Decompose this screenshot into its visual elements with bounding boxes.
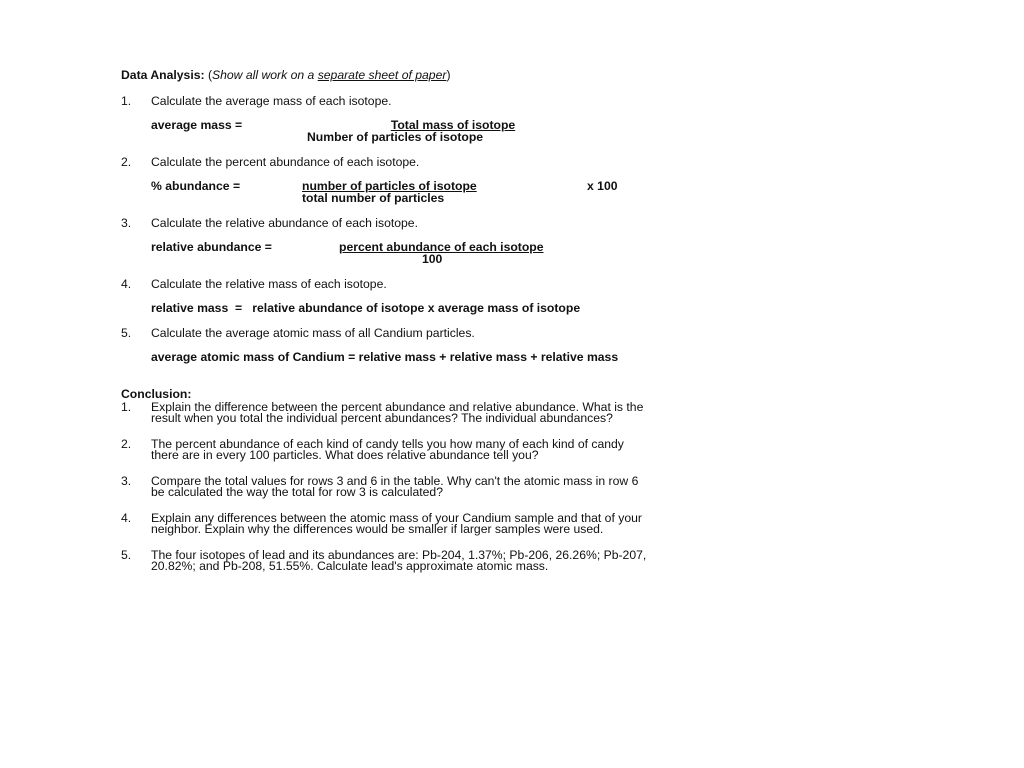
conclusion-2-line-1: The percent abundance of each kind of candy tells you how many of each kind of candy — [151, 437, 624, 451]
conclusion-3-number: 3. — [121, 474, 132, 488]
conclusion-5-number: 5. — [121, 548, 132, 562]
step-3-formula-label: relative abundance = — [151, 240, 272, 254]
step-1-formula-label: average mass = — [151, 118, 243, 132]
heading-close-paren: ) — [446, 68, 451, 82]
step-1-denominator: Number of particles of isotope — [307, 130, 484, 144]
step-3-numerator: percent abundance of each isotope — [339, 240, 544, 254]
step-2-numerator-text: number of particles of isotope — [302, 179, 477, 193]
step-1-numerator-text: Total mass of isotope — [390, 118, 516, 132]
step-4-text: Calculate the relative mass of each isotope. — [151, 277, 387, 291]
conclusion-1-line-1: Explain the difference between the percent abundance and relative abundance. What is the — [151, 400, 644, 414]
step-4-number: 4. — [121, 277, 132, 291]
step-1-text: Calculate the average mass of each isotope. — [151, 94, 392, 108]
heading-separate-sheet: separate sheet of paper — [317, 68, 447, 82]
conclusion-4-line-2: neighbor. Explain why the differences would be smaller if larger samples were used. — [151, 522, 604, 536]
conclusion-3-line-2: be calculated the way the total for row 3 is calculated? — [151, 485, 443, 499]
data-analysis-heading — [121, 69, 451, 81]
heading-open-paren: ( — [207, 68, 212, 82]
step-5-text: Calculate the average atomic mass of all Candium particles. — [151, 326, 475, 340]
conclusion-5-line-1: The four isotopes of lead and its abundances are: Pb-204, 1.37%; Pb-206, 26.26%; Pb-207, — [151, 548, 647, 562]
conclusion-5-line-2: 20.82%; and Pb-208, 51.55%. Calculate lead's approximate atomic mass. — [151, 559, 549, 573]
step-5-formula: average atomic mass of Candium = relative mass + relative mass + relative mass — [151, 350, 619, 364]
step-4-formula: relative mass = relative abundance of isotope x average mass of isotope — [151, 301, 581, 315]
conclusion-4-line-1: Explain any differences between the atomic mass of your Candium sample and that of your — [151, 511, 642, 525]
conclusion-2-number: 2. — [121, 437, 132, 451]
step-3-text: Calculate the relative abundance of each isotope. — [151, 216, 418, 230]
step-1-number: 1. — [121, 94, 132, 108]
step-2-formula-label: % abundance = — [151, 179, 241, 193]
step-2-denominator: total number of particles — [302, 191, 445, 205]
conclusion-1-number: 1. — [121, 400, 132, 414]
step-2-text: Calculate the percent abundance of each isotope. — [151, 155, 420, 169]
step-2-multiplier: x 100 — [587, 179, 618, 193]
step-2-number: 2. — [121, 155, 132, 169]
heading-instruction: Show all work on a — [212, 68, 315, 82]
conclusion-3-line-1: Compare the total values for rows 3 and 6 in the table. Why can't the atomic mass in row 6 — [151, 474, 639, 488]
data-analysis-title: Data Analysis: — [121, 68, 205, 82]
conclusion-heading: Conclusion: — [121, 387, 192, 401]
step-3-number: 3. — [121, 216, 132, 230]
conclusion-1-line-2: result when you total the individual percent abundances? The individual abundances? — [151, 411, 613, 425]
step-5-number: 5. — [121, 326, 132, 340]
conclusion-2-line-2: there are in every 100 particles. What does relative abundance tell you? — [151, 448, 539, 462]
conclusion-4-number: 4. — [121, 511, 132, 525]
step-3-denominator: 100 — [422, 252, 443, 266]
